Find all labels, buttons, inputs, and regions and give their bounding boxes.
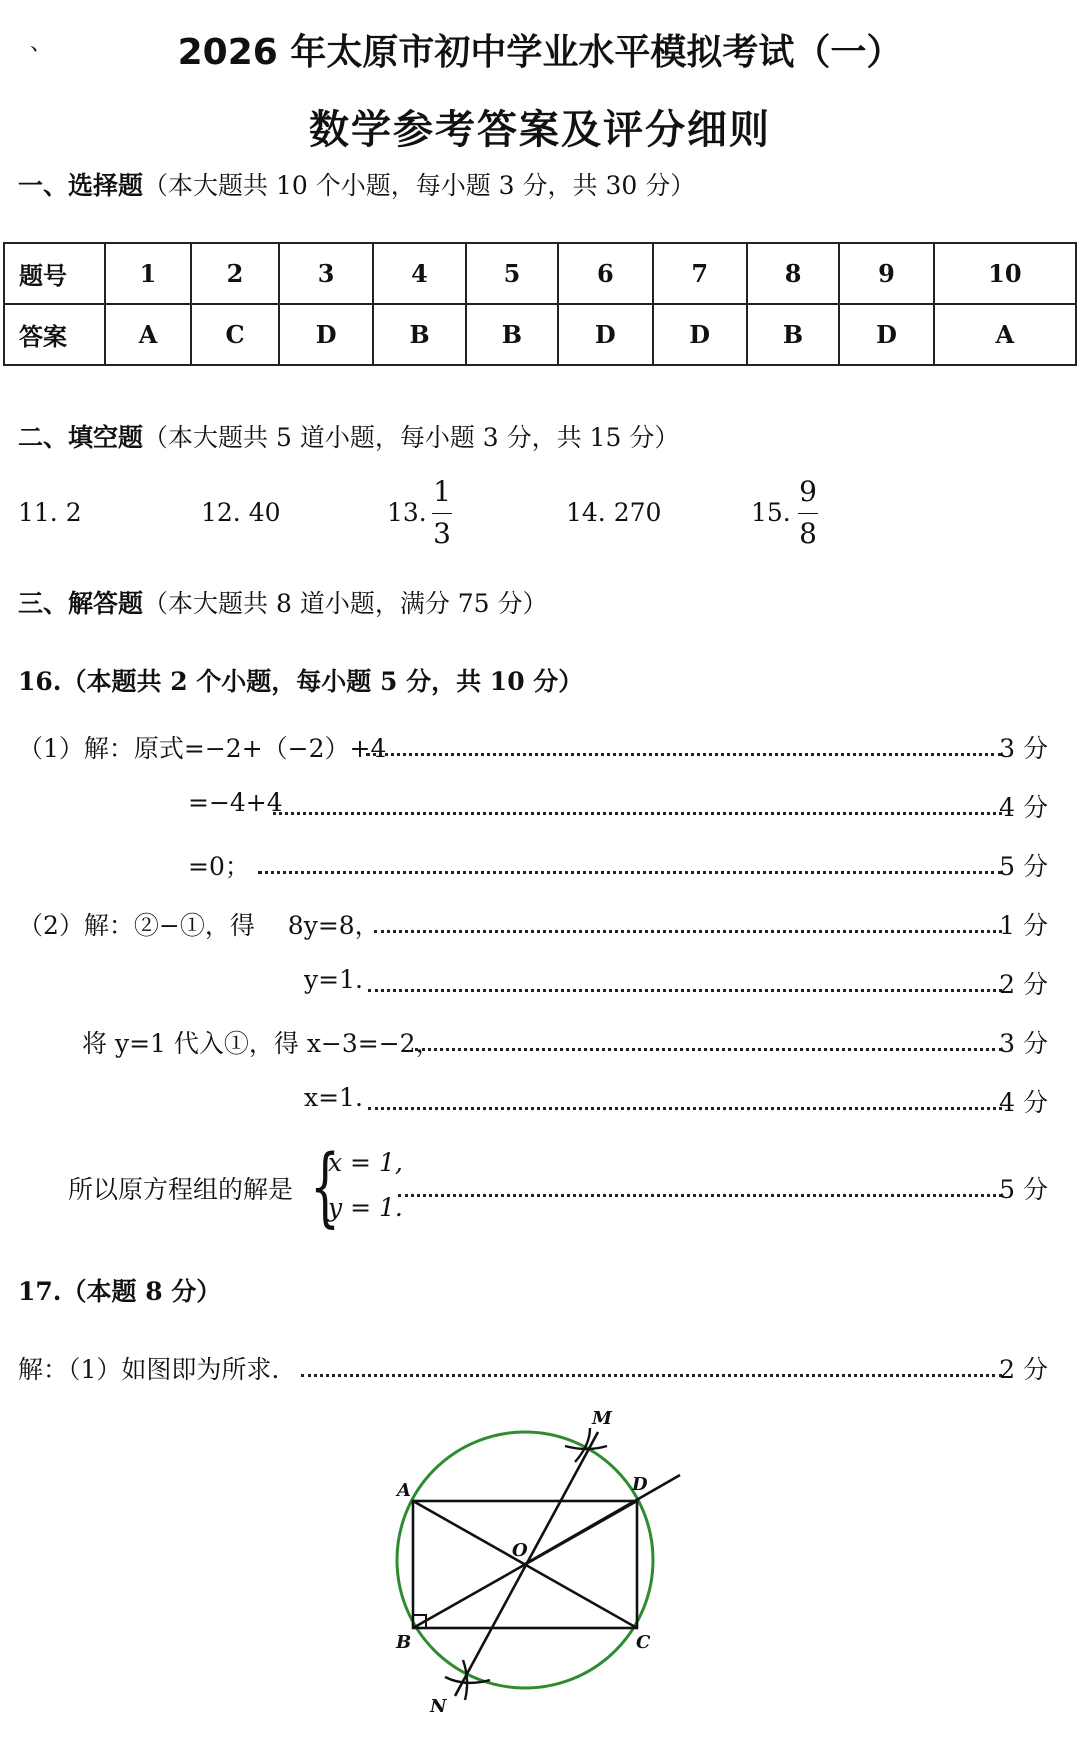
table-cell: B bbox=[466, 304, 558, 365]
fraction-numerator: 1 bbox=[433, 475, 451, 508]
step-text: 所以原方程组的解是 bbox=[68, 1175, 294, 1204]
q16-heading: 16.（本题共 2 个小题，每小题 5 分，共 10 分） bbox=[18, 667, 584, 696]
step-text: y=1. bbox=[304, 965, 363, 994]
step-score: 5 分 bbox=[999, 852, 1048, 881]
label-c: C bbox=[636, 1632, 651, 1653]
answer-15-label: 15. bbox=[751, 498, 791, 527]
step-text: （1）解：原式=−2+（−2）+4 bbox=[18, 734, 387, 763]
table-cell: B bbox=[747, 304, 839, 365]
table-cell: 1 bbox=[105, 243, 191, 304]
figure-lines bbox=[413, 1428, 680, 1700]
table-cell: 4 bbox=[373, 243, 465, 304]
step-score: 4 分 bbox=[999, 1088, 1048, 1117]
table-cell: D bbox=[839, 304, 933, 365]
fraction-denominator: 8 bbox=[799, 517, 817, 550]
section3-note: （本大题共 8 道小题，满分 75 分） bbox=[143, 589, 548, 618]
label-d: D bbox=[632, 1474, 648, 1495]
table-cell: C bbox=[191, 304, 279, 365]
system-brace: { bbox=[310, 1137, 341, 1237]
step-score: 2 分 bbox=[999, 1355, 1048, 1384]
section2-head: 二、填空题 bbox=[18, 423, 144, 452]
q17-heading: 17.（本题 8 分） bbox=[18, 1277, 222, 1306]
step-score: 1 分 bbox=[999, 911, 1048, 940]
row-label-numbers: 题号 bbox=[4, 243, 105, 304]
answer-14: 14. 270 bbox=[566, 498, 662, 527]
table-cell: 10 bbox=[934, 243, 1076, 304]
table-cell: D bbox=[558, 304, 652, 365]
step-score: 5 分 bbox=[999, 1175, 1048, 1204]
step-text: =0； bbox=[188, 852, 250, 881]
answer-13-label: 13. bbox=[387, 498, 427, 527]
label-n: N bbox=[430, 1696, 447, 1717]
step-score: 2 分 bbox=[999, 970, 1048, 999]
section1-head: 一、选择题 bbox=[18, 171, 144, 200]
label-a: A bbox=[397, 1480, 411, 1501]
label-o: O bbox=[512, 1540, 528, 1561]
exam-title: 2026 年太原市初中学业水平模拟考试（一） bbox=[177, 32, 903, 73]
label-b: B bbox=[396, 1632, 412, 1653]
table-cell: 7 bbox=[653, 243, 747, 304]
fraction-numerator: 9 bbox=[799, 475, 817, 508]
table-cell: D bbox=[279, 304, 373, 365]
section2-note: （本大题共 5 道小题，每小题 3 分，共 15 分） bbox=[143, 423, 680, 452]
tick-mark: 、 bbox=[30, 31, 53, 56]
fraction-denominator: 3 bbox=[433, 517, 451, 550]
system-eq1: x = 1, bbox=[328, 1148, 403, 1177]
label-m: M bbox=[592, 1408, 612, 1429]
table-cell: D bbox=[653, 304, 747, 365]
step-score: 4 分 bbox=[999, 793, 1048, 822]
answer-12: 12. 40 bbox=[201, 498, 281, 527]
table-cell: 2 bbox=[191, 243, 279, 304]
step-text: =−4+4 bbox=[188, 788, 283, 817]
table-cell: 9 bbox=[839, 243, 933, 304]
line-od-extended bbox=[525, 1475, 680, 1564]
step-score: 3 分 bbox=[999, 1029, 1048, 1058]
step-text: 将 y=1 代入①，得 x−3=−2， bbox=[82, 1029, 441, 1058]
table-cell: 8 bbox=[747, 243, 839, 304]
document-title: 数学参考答案及评分细则 bbox=[309, 107, 771, 153]
step-score: 3 分 bbox=[999, 734, 1048, 763]
row-label-answers: 答案 bbox=[4, 304, 105, 365]
section3-head: 三、解答题 bbox=[18, 589, 144, 618]
table-cell: A bbox=[105, 304, 191, 365]
step-text: 解：（1）如图即为所求. bbox=[18, 1355, 280, 1384]
table-cell: B bbox=[373, 304, 465, 365]
system-eq2: y = 1. bbox=[328, 1193, 403, 1222]
step-text: （2）解：②−①，得 8y=8， bbox=[18, 911, 380, 940]
table-cell: 5 bbox=[466, 243, 558, 304]
table-cell: 6 bbox=[558, 243, 652, 304]
answer-11: 11. 2 bbox=[18, 498, 82, 527]
step-text: x=1. bbox=[304, 1083, 363, 1112]
table-cell: 3 bbox=[279, 243, 373, 304]
table-cell: A bbox=[934, 304, 1076, 365]
section1-note: （本大题共 10 个小题，每小题 3 分，共 30 分） bbox=[143, 171, 696, 200]
